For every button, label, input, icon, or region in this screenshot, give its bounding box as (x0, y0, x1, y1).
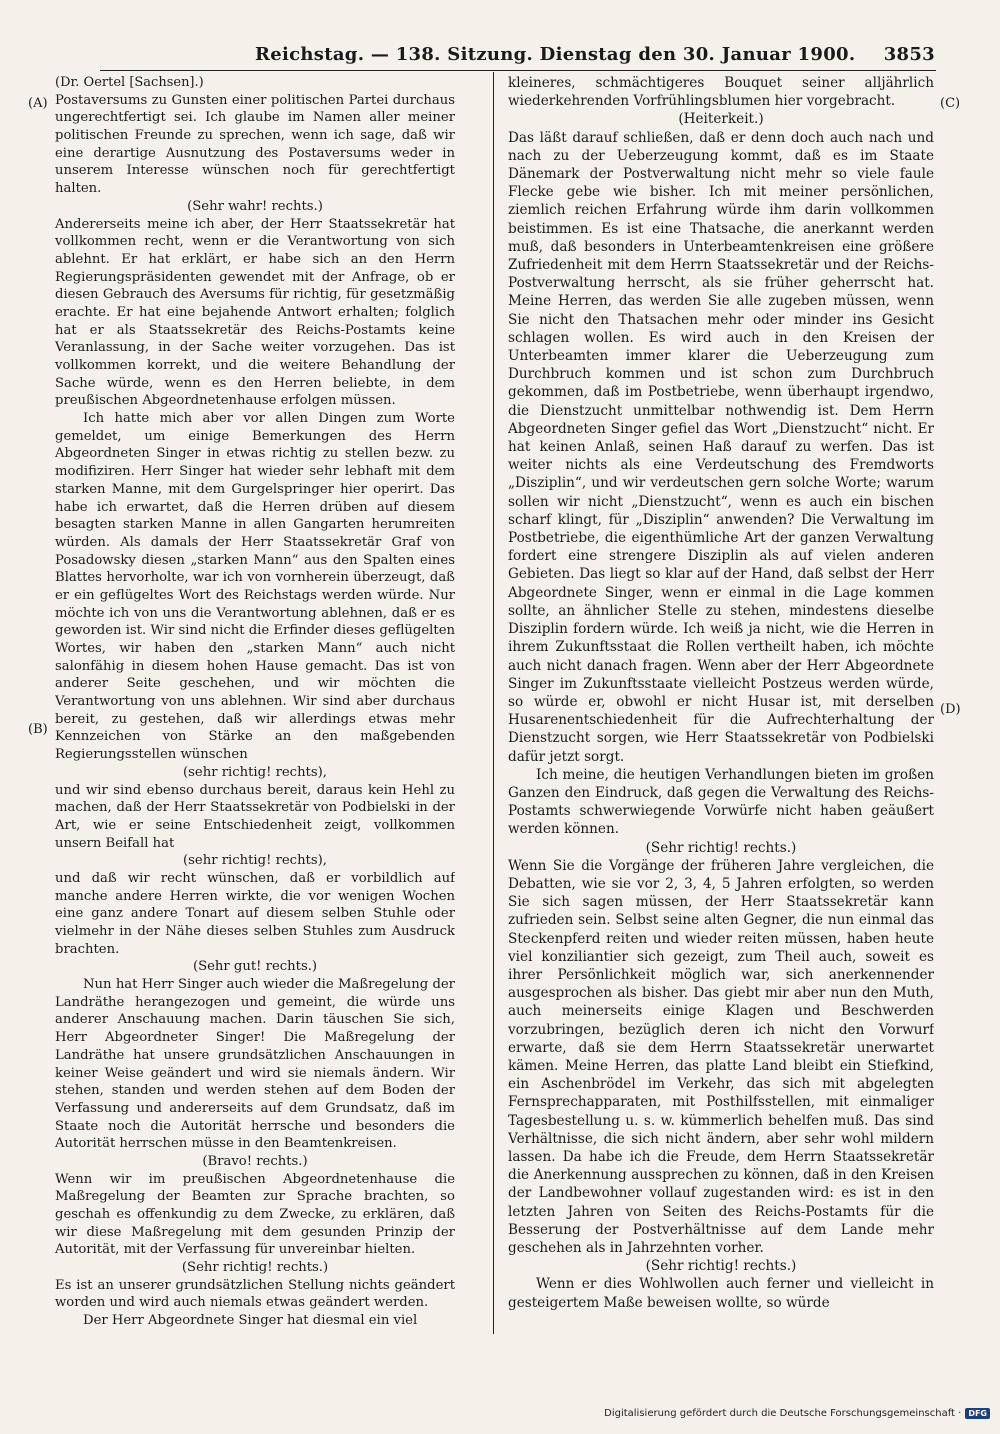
digitization-credit (604, 1408, 990, 1419)
paragraph: Wenn Sie die Vorgänge der früheren Jahre vergleichen, die Debatten, wie sie vor 2, 3, 4, 5 Jahren erfolgten, so werden Sie sich sagen müssen, der Herr Staatssekretär kann zufrieden sein. Selbst seine alten Gegner, die nun einmal das Steckenpferd reiten und wieder reiten müssen, haben heute viel konziliantier sich gezeigt, zum Theil auch, soweit es ihrer Persönlichkeit möglich war, sich anerkennender ausgesprochen als bisher. Das giebt mir aber nun den Muth, auch meinerseits einige Klagen und Beschwerden vorzubringen, bezüglich deren ich nicht den Vorwurf erwarte, daß sie dem Herrn Staatssekretär unerwartet kämen. Meine Herren, das platte Land bleibt ein Stiefkind, ein Aschenbrödel im Verkehr, das sich mit abgelegten Fernsprechapparaten, mit Posthilfsstellen, mit einmaliger Tagesbestellung u. s. w. kümmerlich behelfen muß. Das sind Verhältnisse, die sich nicht ändern, aber sehr wohl mildern lassen. Da habe ich die Freude, dem Herrn Staatssekretär die Anerkennung aussprechen zu können, daß in den Kreisen der Landbewohner vollauf zugestanden wird: es ist in den letzten Jahren von Seiten des Reichs-Postamts für die Besserung der Postverhältnisse auf dem Lande mehr geschehen als in Jahrzehnten vorher. (508, 857, 934, 1256)
paragraph: Ich meine, die heutigen Verhandlungen bieten im großen Ganzen den Eindruck, daß gegen die Verwaltung des Reichs-Postamts schwerwiegende Vorwürfe nicht haben geäußert werden können. (508, 766, 934, 838)
left-column (55, 74, 455, 1344)
interjection: (Sehr richtig! rechts.) (645, 839, 797, 856)
paragraph: Das läßt darauf schließen, daß er denn doch auch nach und nach zu der Ueberzeugung kommt, daß es im Staate Dänemark der Postverwaltung nicht mehr so viele faule Flecke gebe wie bisher. Ich mit meiner persönlichen, ziemlich reichen Erfahrung würde ihm darin vollkommen beistimmen. Es ist eine Thatsache, die anerkannt werden muß, daß besonders in Unterbeamtenkreisen eine größere Zufriedenheit mit dem Herrn Staatssekretär und der Reichs-Postverwaltung herrscht, als sie früher geherrscht hat. Meine Herren, das werden Sie alle zugeben müssen, wenn Sie nicht den Thatsachen mehr oder minder ins Gesicht schlagen wollen. Es wird auch in den Kreisen der Unterbeamten immer klarer die Ueberzeugung zum Durchbruch kommen und ist schon zum Durchbruch gekommen, daß im Postbetriebe, wenn überhaupt irgendwo, die Dienstzucht unmittelbar nothwendig ist. Dem Herrn Abgeordneten Singer gefiel das Wort „Dienstzucht“ nicht. Er hat keinen Anlaß, seinen Haß darauf zu werfen. Das ist weiter nichts als eine Verdeutschung des Fremdworts „Disziplin“, und wir verdeutschen gern solche Worte; warum sollen wir nicht „Dienstzucht“, wenn es auch ein bischen scharf klingt, für „Disziplin“ anwenden? Die Verwaltung im Postbetriebe, die eigenthümliche Art der ganzen Verwaltung fordert eine strengere Disziplin als auf vielen anderen Gebieten. Das liegt so klar auf der Hand, daß selbst der Herr Abgeordnete Singer, wenn er einmal in die Lage kommen sollte, an ähnlicher Stelle zu stehen, mindestens dieselbe Disziplin fordern würde. Ich weiß ja nicht, wie die Herren in ihrem Zukunftsstaat die Rollen vertheilt haben, ich möchte auch nicht danach fragen. Wenn aber der Herr Abgeordnete Singer im Zukunftsstaate vielleicht Postzeus werden würde, so würde er, obwohl er nicht Husar ist, mit derselben Husarenentschiedenheit für die Aufrechterhaltung der Dienstzucht sorgen, wie Herr Staatssekretär von Podbielski dafür jetzt sorgt. (508, 129, 934, 765)
interjection: (Sehr richtig! rechts.) (181, 1260, 329, 1276)
interjection: (Heiterkeit.) (678, 111, 764, 128)
page-header (255, 44, 935, 72)
paragraph: Nun hat Herr Singer auch wieder die Maßregelung der Landräthe herangezogen und gemeint, die würde uns anderer Anschauung machen. Darin täuschen Sie sich, Herr Abgeordneter Singer! Die Maßregelung der Landräthe hat unsere grundsätzlichen Anschauungen in keiner Weise geändert und wird sie niemals ändern. Wir stehen, standen und werden stehen auf dem Boden der Verfassung und andererseits auf dem Grundsatz, daß im Staate noch die Autorität herrsche und besonders die Autorität herrschen müsse in den Beamtenkreisen. (55, 977, 455, 1152)
paragraph: Es ist an unserer grundsätzlichen Stellung nichts geändert worden und wird auch niemals etwas geändert werden. (55, 1277, 455, 1311)
interjection: (Sehr gut! rechts.) (192, 959, 318, 975)
paragraph: Postaversums zu Gunsten einer politischen Partei durchaus ungerechtfertigt sei. Ich glaube im Namen aller meiner politischen Freunde zu sprechen, wenn ich sage, daß wir eine derartige Ausnutzung des Postaversums weder in unserem Interesse wünschen noch für gerechtfertigt halten. (55, 92, 455, 197)
header-rule (100, 70, 936, 71)
interjection: (sehr richtig! rechts), (183, 853, 327, 869)
interjection: (Sehr richtig! rechts.) (645, 1258, 797, 1275)
right-column (508, 74, 934, 1344)
page-number: 3853 (883, 44, 935, 65)
margin-marker-b: (B) (28, 722, 48, 737)
paragraph: und wir sind ebenso durchaus bereit, daraus kein Hehl zu machen, daß der Herr Staatssekretär von Podbielski in der Art, wie er seine Entschiedenheit zeigt, vollkommen unsern Beifall hat (55, 782, 455, 851)
speaker-line: (Dr. Oertel [Sachsen].) (55, 75, 204, 90)
paragraph: Wenn wir im preußischen Abgeordnetenhause die Maßregelung der Beamten zur Sprache brachten, so geschah es offenkundig zu dem Zwecke, zu erklären, daß wir diese Maßregelung mit dem gesunden Prinzip der Autorität, mit der Verfassung für unvereinbar hielten. (55, 1171, 455, 1258)
margin-marker-d: (D) (940, 702, 961, 717)
paragraph: Ich hatte mich aber vor allen Dingen zum Worte gemeldet, um einige Bemerkungen des Herrn Abgeordneten Singer in etwas richtig zu stellen bezw. zu modifiziren. Herr Singer hat wieder sehr lebhaft mit dem starken Manne, mit dem Gurgelspringer hier operirt. Das habe ich erwartet, daß die Herren drüben auf diesem besagten starken Manne in allen Gangarten herumreiten würden. Als damals der Herr Staatssekretär Graf von Posadowsky diesen „starken Mann“ aus den Spalten eines Blattes hervorholte, war ich von vornherein überzeugt, daß er ein geflügeltes Wort des Reichstags werden würde. Nur möchte ich von uns die Verantwortung ablehnen, daß er es geworden ist. Wir sind nicht die Erfinder dieses geflügelten Wortes, wir haben den „starken Mann“ auch nicht salonfähig in diesem hohen Hause gemacht. Das ist von anderer Seite geschehen, und wir möchten die Verantwortung von uns ablehnen. Wir sind aber durchaus bereit, zu gestehen, daß wir allerdings etwas mehr Kennzeichen von Stärke an den maßgebenden Regierungsstellen wünschen (55, 411, 455, 763)
dfg-logo-icon: DFG (965, 1408, 990, 1419)
margin-marker-a: (A) (28, 96, 48, 111)
margin-marker-c: (C) (940, 96, 961, 111)
running-head: Reichstag. — 138. Sitzung. Dienstag den 30. Januar 1900. (255, 44, 856, 65)
interjection: (Bravo! rechts.) (202, 1153, 308, 1169)
interjection: (Sehr wahr! rechts.) (187, 198, 323, 214)
paragraph: Andererseits meine ich aber, der Herr Staatssekretär hat vollkommen recht, wenn er die Verantwortung von sich ablehnt. Er hat erklärt, er habe sich an den Herrn Regierungspräsidenten gewendet mit der Anfrage, ob er diesen Gebrauch des Aversums für richtig, für gesetzmäßig erachte. Er hat eine bejahende Antwort erhalten; folglich hat er als Staatssekretär des Reichs-Postamts keine Veranlassung, in der Sache weiter vorzugehen. Das ist vollkommen korrekt, und die weitere Behandlung der Sache würde, wenn es den Herren beliebte, in dem preußischen Abgeordnetenhause erfolgen müssen. (55, 216, 455, 409)
paragraph: und daß wir recht wünschen, daß er vorbildlich auf manche andere Herren wirkte, die vor wenigen Wochen eine ganz andere Tonart auf diesem selben Stuhle oder vielmehr in der Nähe dieses selben Stuhles zum Ausdruck brachten. (55, 870, 455, 957)
credit-text: Digitalisierung gefördert durch die Deutsche Forschungsgemeinschaft · (604, 1408, 962, 1419)
paragraph: Wenn er dies Wohlwollen auch ferner und vielleicht in gesteigertem Maße beweisen wollte, so würde (508, 1276, 934, 1311)
column-divider (493, 72, 494, 1334)
paragraph: kleineres, schmächtigeres Bouquet seiner alljährlich wiederkehrenden Vorfrühlingsblumen hier vorgebracht. (508, 75, 934, 110)
interjection: (sehr richtig! rechts), (183, 764, 327, 780)
paragraph: Der Herr Abgeordnete Singer hat diesmal ein viel (83, 1313, 418, 1329)
